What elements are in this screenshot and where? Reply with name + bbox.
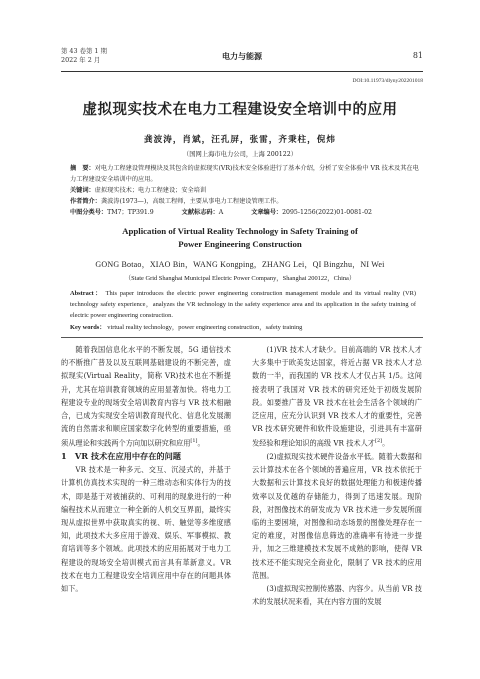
clc-label: 中图分类号： <box>70 209 108 216</box>
issue-volume: 第 43 卷第 1 期 <box>61 47 107 55</box>
title-english-line2: Power Engineering Construction <box>178 239 302 249</box>
intro-text: 随着我国信息化水平的不断发展，5G 通信技术的不断推广普及以及互联网基础建设的不断完善，虚拟现实(Virtual Reality，简称 VR)技术也在不断提升，尤其在培训教育领域的应用显著加快。将电力工程建设专业的现场安全培训教育内容与 VR 技术相融合，已成为实现安全培训教育现代化、信息化发展潮流的自然需求和顺应国家数字化转型的重要措施，亟须从理论和实践两个方向加以研究和应用 <box>61 345 231 448</box>
page-number: 81 <box>412 51 423 60</box>
citation-2: [2] <box>375 438 383 445</box>
doi: DOI:10.11973/dlyny202201018 <box>352 78 423 84</box>
keywords-chinese <box>70 185 420 196</box>
running-header <box>61 47 423 72</box>
intro-paragraph <box>61 343 231 450</box>
issue-date: 2022 年 2 月 <box>61 56 101 64</box>
author-bio <box>70 196 420 207</box>
affiliation-chinese: （国网上海市电力公司，上海 200122） <box>182 151 298 158</box>
abstract-chinese-text: 对电力工程建设管理模块及其包含的虚拟现实(VR)技术安全体验进行了基本介绍，分析了安全体验中 VR 技术及其在电力工程建设安全培训中的应用。 <box>70 165 419 183</box>
issue-paragraph-1 <box>252 343 422 450</box>
issue-1-end: 。 <box>382 438 390 448</box>
section1-paragraph: VR 技术是一种多元、交互、沉浸式的，并基于计算机仿真技术实现的一种三维动态和实体行为的技术，即是基于对被捕获的、可利用的现象进行的一种编程技术从而建立一种全新的人机交互界面，最终实现从虚拟世界中获取真实的视、听、触觉等多维度感知，此项技术大多应用于游戏、娱乐、军事模拟、教育培训等多个领域。此项技术的应用拓展对于电力工程建设的现场安全培训模式而言具有革新意义。VR 技术在电力工程建设安全培训应用中存在的问题具体如下。 <box>61 465 231 594</box>
intro-end: 。 <box>197 438 205 448</box>
abstract-chinese-label: 摘 要： <box>70 165 95 172</box>
abstract-chinese <box>70 163 420 185</box>
abstract-english-label: Abstract： <box>70 290 103 297</box>
authors-english: GONG Botao，XIAO Bin，WANG Kongping，ZHANG Lei，QI Bingzhu，NI Wei <box>95 260 385 269</box>
issue-paragraph-2: (2)虚拟现实技术硬件设备水平低。随着大数据和云计算技术在各个领域的普遍应用，VR 技术依托于大数据和云计算技术良好的数据处理能力和极速传播效率以及优越的存储能力，得到了迅速发展。现阶段，对图像技术的研发成为 VR 技术进一步发展所面临的主要困境，对图像和动态场景的图像处理存在一定的难度，对图像信息筛选的准确率有待进一步提升，加之三维建模技术发展不成熟的影响，使得 VR 技术还不能实现完全商业化，限制了 VR 技术的应用范围。 <box>252 452 422 580</box>
issue-paragraph-3: (3)虚拟现实控制传感器、内容少。从当前 VR 技术的发展状况来看，其在内容方面的发展 <box>252 584 422 607</box>
citation-1: [1] <box>190 438 198 445</box>
section-heading: 1 VR 技术在应用中存在的问题 <box>61 451 181 462</box>
body-column-left <box>61 343 231 595</box>
title-chinese: 虚拟现实技术在电力工程建设安全培训中的应用 <box>82 101 398 118</box>
keywords-english-label: Key words： <box>70 324 106 331</box>
clc-value: TM7；TP391.9 <box>107 209 154 216</box>
journal-name: 电力与能源 <box>222 51 262 61</box>
authors-chinese: 龚波涛，肖斌，汪孔屏，张雷，齐秉柱，倪炜 <box>144 135 336 145</box>
body-column-right <box>252 343 422 608</box>
article-no-label: 文章编号： <box>251 209 283 216</box>
keywords-chinese-label: 关键词： <box>70 187 95 194</box>
issue-1-text: (1)VR 技术人才缺少。目前高端的 VR 技术人才大多集中于欧美发达国家，将近占据 VR 技术人才总数的一半，而我国的 VR 技术人才仅占其 1/5。这间接表明了我国对 VR 技术的研究还处于初级发展阶段。如要推广普及 VR 技术在社会生活各个领域的广泛应用，应充分认识到 VR 技术人才的重要性，完善 VR 技术研究硬件和软件设施建设，引进具有丰富研发经验和理论知识的高级 VR 技术人才 <box>252 345 422 448</box>
keywords-chinese-text: 虚拟现实技术；电力工程建设；安全培训 <box>94 187 207 194</box>
doc-code-label: 文献标志码： <box>181 209 219 216</box>
title-english <box>0 225 480 251</box>
author-bio-label: 作者简介： <box>70 198 101 205</box>
keywords-english <box>70 322 416 333</box>
title-english-line1: Application of Virtual Reality Technology in Safety Training of <box>122 226 358 236</box>
author-bio-text: 龚波涛(1973—)，高级工程师，主要从事电力工程建设管理工作。 <box>100 198 283 205</box>
article-no-value: 2095-1256(2022)01-0081-02 <box>282 209 372 216</box>
classification-line <box>70 207 420 218</box>
keywords-english-text: virtual reality technology，power engineering construction，safety training <box>107 324 303 331</box>
section-divider <box>61 337 423 338</box>
abstract-english-text: This paper introduces the electric power engineering construction management module and its virtual reality (VR) technology safety experience，analyzes the VR technology in the safety experience area and its application in the safety training of electric power engineering construction. <box>70 290 417 319</box>
abstract-english <box>70 288 416 321</box>
affiliation-english: （State Grid Shanghai Municipal Electric Power Company，Shanghai 200122，China） <box>124 275 356 282</box>
doc-code-value: A <box>218 209 224 216</box>
